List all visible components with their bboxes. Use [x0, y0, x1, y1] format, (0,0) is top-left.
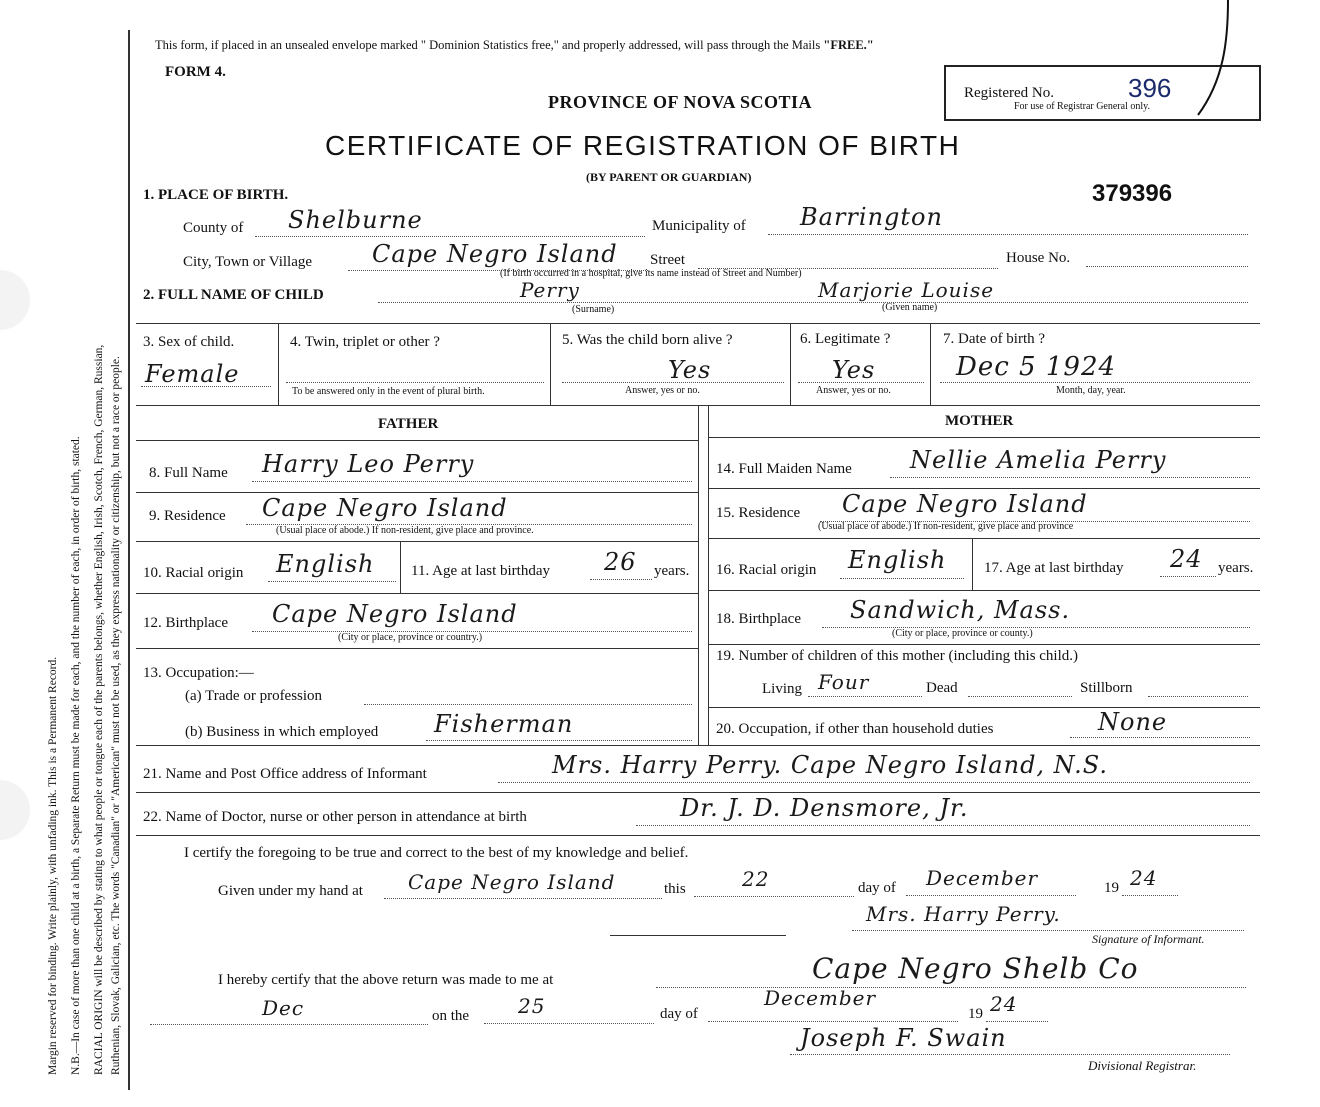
top-note — [155, 38, 874, 53]
father-birthplace-value: Cape Negro Island — [272, 600, 518, 628]
registered-month-value: December — [764, 986, 877, 1010]
business-label: (b) Business in which employed — [185, 724, 379, 740]
dob-label: 7. Date of birth ? — [943, 331, 1046, 347]
page-title: CERTIFICATE OF REGISTRATION OF BIRTH — [325, 130, 961, 161]
mother-race-value: English — [848, 546, 947, 574]
surname-caption: (Surname) — [572, 304, 615, 315]
legitimate-answer-note: Answer, yes or no. — [816, 385, 891, 396]
given-day-value: 22 — [742, 867, 770, 891]
mother-heading: MOTHER — [945, 413, 1014, 429]
registrar-place-value: Cape Negro Shelb Co — [812, 952, 1139, 985]
municipality-value: Barrington — [800, 203, 943, 231]
given-under-label: Given under my hand at — [218, 883, 363, 899]
child-name-label: 2. FULL NAME OF CHILD — [143, 287, 324, 303]
given-place-value: Cape Negro Island — [408, 870, 616, 894]
binding-hole-top — [0, 270, 30, 330]
legitimate-value: Yes — [832, 356, 876, 384]
father-age-value: 26 — [604, 548, 637, 576]
binding-hole-bottom — [0, 780, 30, 840]
mother-occupation-label: 20. Occupation, if other than household duties — [716, 721, 994, 737]
living-label: Living — [762, 681, 802, 697]
registered-year-prefix: 19 — [968, 1006, 983, 1022]
father-birthplace-label: 12. Birthplace — [143, 615, 228, 631]
registrar-statement: I hereby certify that the above return was made to me at — [218, 972, 554, 988]
mother-residence-label: 15. Residence — [716, 505, 801, 521]
legitimate-label: 6. Legitimate ? — [800, 331, 891, 347]
on-the-label: on the — [432, 1008, 470, 1024]
father-residence-label: 9. Residence — [149, 508, 226, 524]
city-value: Cape Negro Island — [372, 240, 618, 268]
informant-signature: Mrs. Harry Perry. — [866, 902, 1061, 926]
sex-value: Female — [145, 360, 240, 388]
mother-birthplace-value: Sandwich, Mass. — [850, 596, 1071, 624]
father-heading: FATHER — [378, 416, 439, 432]
registered-value: 396 — [1128, 73, 1172, 103]
margin-rule — [128, 30, 130, 1090]
street-label: Street — [650, 252, 685, 268]
registered-day-value: 25 — [518, 994, 546, 1018]
municipality-label: Municipality of — [652, 218, 746, 234]
twin-note: To be answered only in the event of plural birth. — [292, 386, 485, 397]
registrar-label: Divisional Registrar. — [1088, 1058, 1197, 1073]
mother-residence-value: Cape Negro Island — [842, 490, 1088, 518]
certificate-number: 379396 — [1092, 180, 1173, 207]
doctor-value: Dr. J. D. Densmore, Jr. — [680, 794, 969, 822]
father-age-years: years. — [654, 563, 690, 579]
margin-note-4: Ruthenian, Slovak, Galician, etc. The words "Canadian" or "American" must not be used, as they express nationality or citizenship, but not a race or people. — [110, 356, 122, 1075]
certify-statement: I certify the foregoing to be true and correct to the best of my knowledge and belief. — [184, 845, 689, 861]
registered-note: For use of Registrar General only. — [1014, 101, 1150, 112]
alive-answer-note: Answer, yes or no. — [625, 385, 700, 396]
sex-label: 3. Sex of child. — [143, 334, 235, 350]
given-year-prefix: 19 — [1104, 880, 1119, 896]
registrar-signature: Joseph F. Swain — [800, 1024, 1007, 1052]
mother-age-value: 24 — [1170, 545, 1203, 573]
mother-birthplace-note: (City or place, province or county.) — [892, 628, 1033, 639]
mother-age-label: 17. Age at last birthday — [984, 560, 1124, 576]
father-name-value: Harry Leo Perry — [262, 450, 475, 478]
registered-year-value: 24 — [990, 992, 1018, 1016]
hospital-note: (If birth occurred in a hospital, give its name instead of Street and Number) — [500, 268, 802, 279]
mother-race-label: 16. Racial origin — [716, 562, 817, 578]
father-race-value: English — [276, 550, 375, 578]
father-name-label: 8. Full Name — [149, 465, 228, 481]
form-number: FORM 4. — [165, 64, 226, 80]
this-label: this — [664, 881, 686, 897]
father-age-label: 11. Age at last birthday — [411, 563, 550, 579]
twin-label: 4. Twin, triplet or other ? — [290, 334, 440, 350]
mother-name-value: Nellie Amelia Perry — [910, 446, 1167, 474]
father-residence-note: (Usual place of abode.) If non-resident, give place and province. — [276, 525, 534, 536]
dead-label: Dead — [926, 680, 958, 696]
alive-label: 5. Was the child born alive ? — [562, 332, 733, 348]
house-no-label: House No. — [1006, 250, 1071, 266]
trade-label: (a) Trade or profession — [185, 688, 323, 704]
child-surname: Perry — [520, 278, 580, 302]
dob-value: Dec 5 1924 — [956, 352, 1117, 382]
mother-age-years: years. — [1218, 560, 1254, 576]
informant-signature-label: Signature of Informant. — [1092, 932, 1205, 946]
given-month-value: December — [926, 866, 1039, 890]
margin-note-3: RACIAL ORIGIN will be described by stating to what people or tongue each of the parents belongs, whether English, Irish, Scotch, French, German, Russian, — [93, 344, 105, 1075]
margin-note-2: N.B.—In case of more than one child at a birth, a Separate Return must be made for each, and the number of each, in order of birth, stated. — [70, 436, 82, 1075]
mother-residence-note: (Usual place of abode.) If non-resident, give place and province — [818, 521, 1074, 532]
registered-label: Registered No. — [964, 85, 1054, 101]
father-residence-value: Cape Negro Island — [262, 494, 508, 522]
county-label: County of — [183, 220, 244, 236]
corner-pen-stroke — [1180, 0, 1240, 120]
doctor-label: 22. Name of Doctor, nurse or other person in attendance at birth — [143, 809, 527, 825]
place-of-birth-label: 1. PLACE OF BIRTH. — [143, 187, 289, 203]
given-name-caption: (Given name) — [882, 302, 938, 313]
page-subtitle: (BY PARENT OR GUARDIAN) — [586, 170, 752, 184]
given-year-value: 24 — [1130, 866, 1158, 890]
dob-note: Month, day, year. — [1056, 385, 1126, 396]
child-given-name: Marjorie Louise — [818, 278, 995, 302]
father-occupation-label: 13. Occupation:— — [143, 665, 254, 681]
alive-value: Yes — [668, 356, 712, 384]
registered-day-of-label: day of — [660, 1006, 698, 1022]
province-heading: PROVINCE OF NOVA SCOTIA — [548, 92, 813, 112]
margin-note-1: Margin reserved for binding. Write plainly, with unfading ink. This is a Permanent Record. — [47, 656, 59, 1075]
registered-month-short: Dec — [262, 996, 305, 1020]
stillborn-label: Stillborn — [1080, 680, 1133, 696]
father-birthplace-note: (City or place, province or country.) — [338, 632, 483, 643]
business-value: Fisherman — [434, 710, 574, 738]
given-day-of-label: day of — [858, 880, 896, 896]
informant-label: 21. Name and Post Office address of Informant — [143, 766, 427, 782]
mother-name-label: 14. Full Maiden Name — [716, 461, 852, 477]
top-note-text: This form, if placed in an unsealed envelope marked " Dominion Statistics free," and properly addressed, will pass through the Mails — [155, 38, 821, 52]
city-label: City, Town or Village — [183, 254, 313, 270]
mother-children-label: 19. Number of children of this mother (including this child.) — [716, 648, 1079, 664]
county-value: Shelburne — [288, 206, 423, 234]
father-race-label: 10. Racial origin — [143, 565, 244, 581]
mother-occupation-value: None — [1098, 708, 1168, 736]
living-value: Four — [818, 670, 870, 694]
mother-birthplace-label: 18. Birthplace — [716, 611, 801, 627]
informant-value: Mrs. Harry Perry. Cape Negro Island, N.S. — [552, 751, 1108, 779]
top-note-free: "FREE." — [823, 38, 874, 52]
